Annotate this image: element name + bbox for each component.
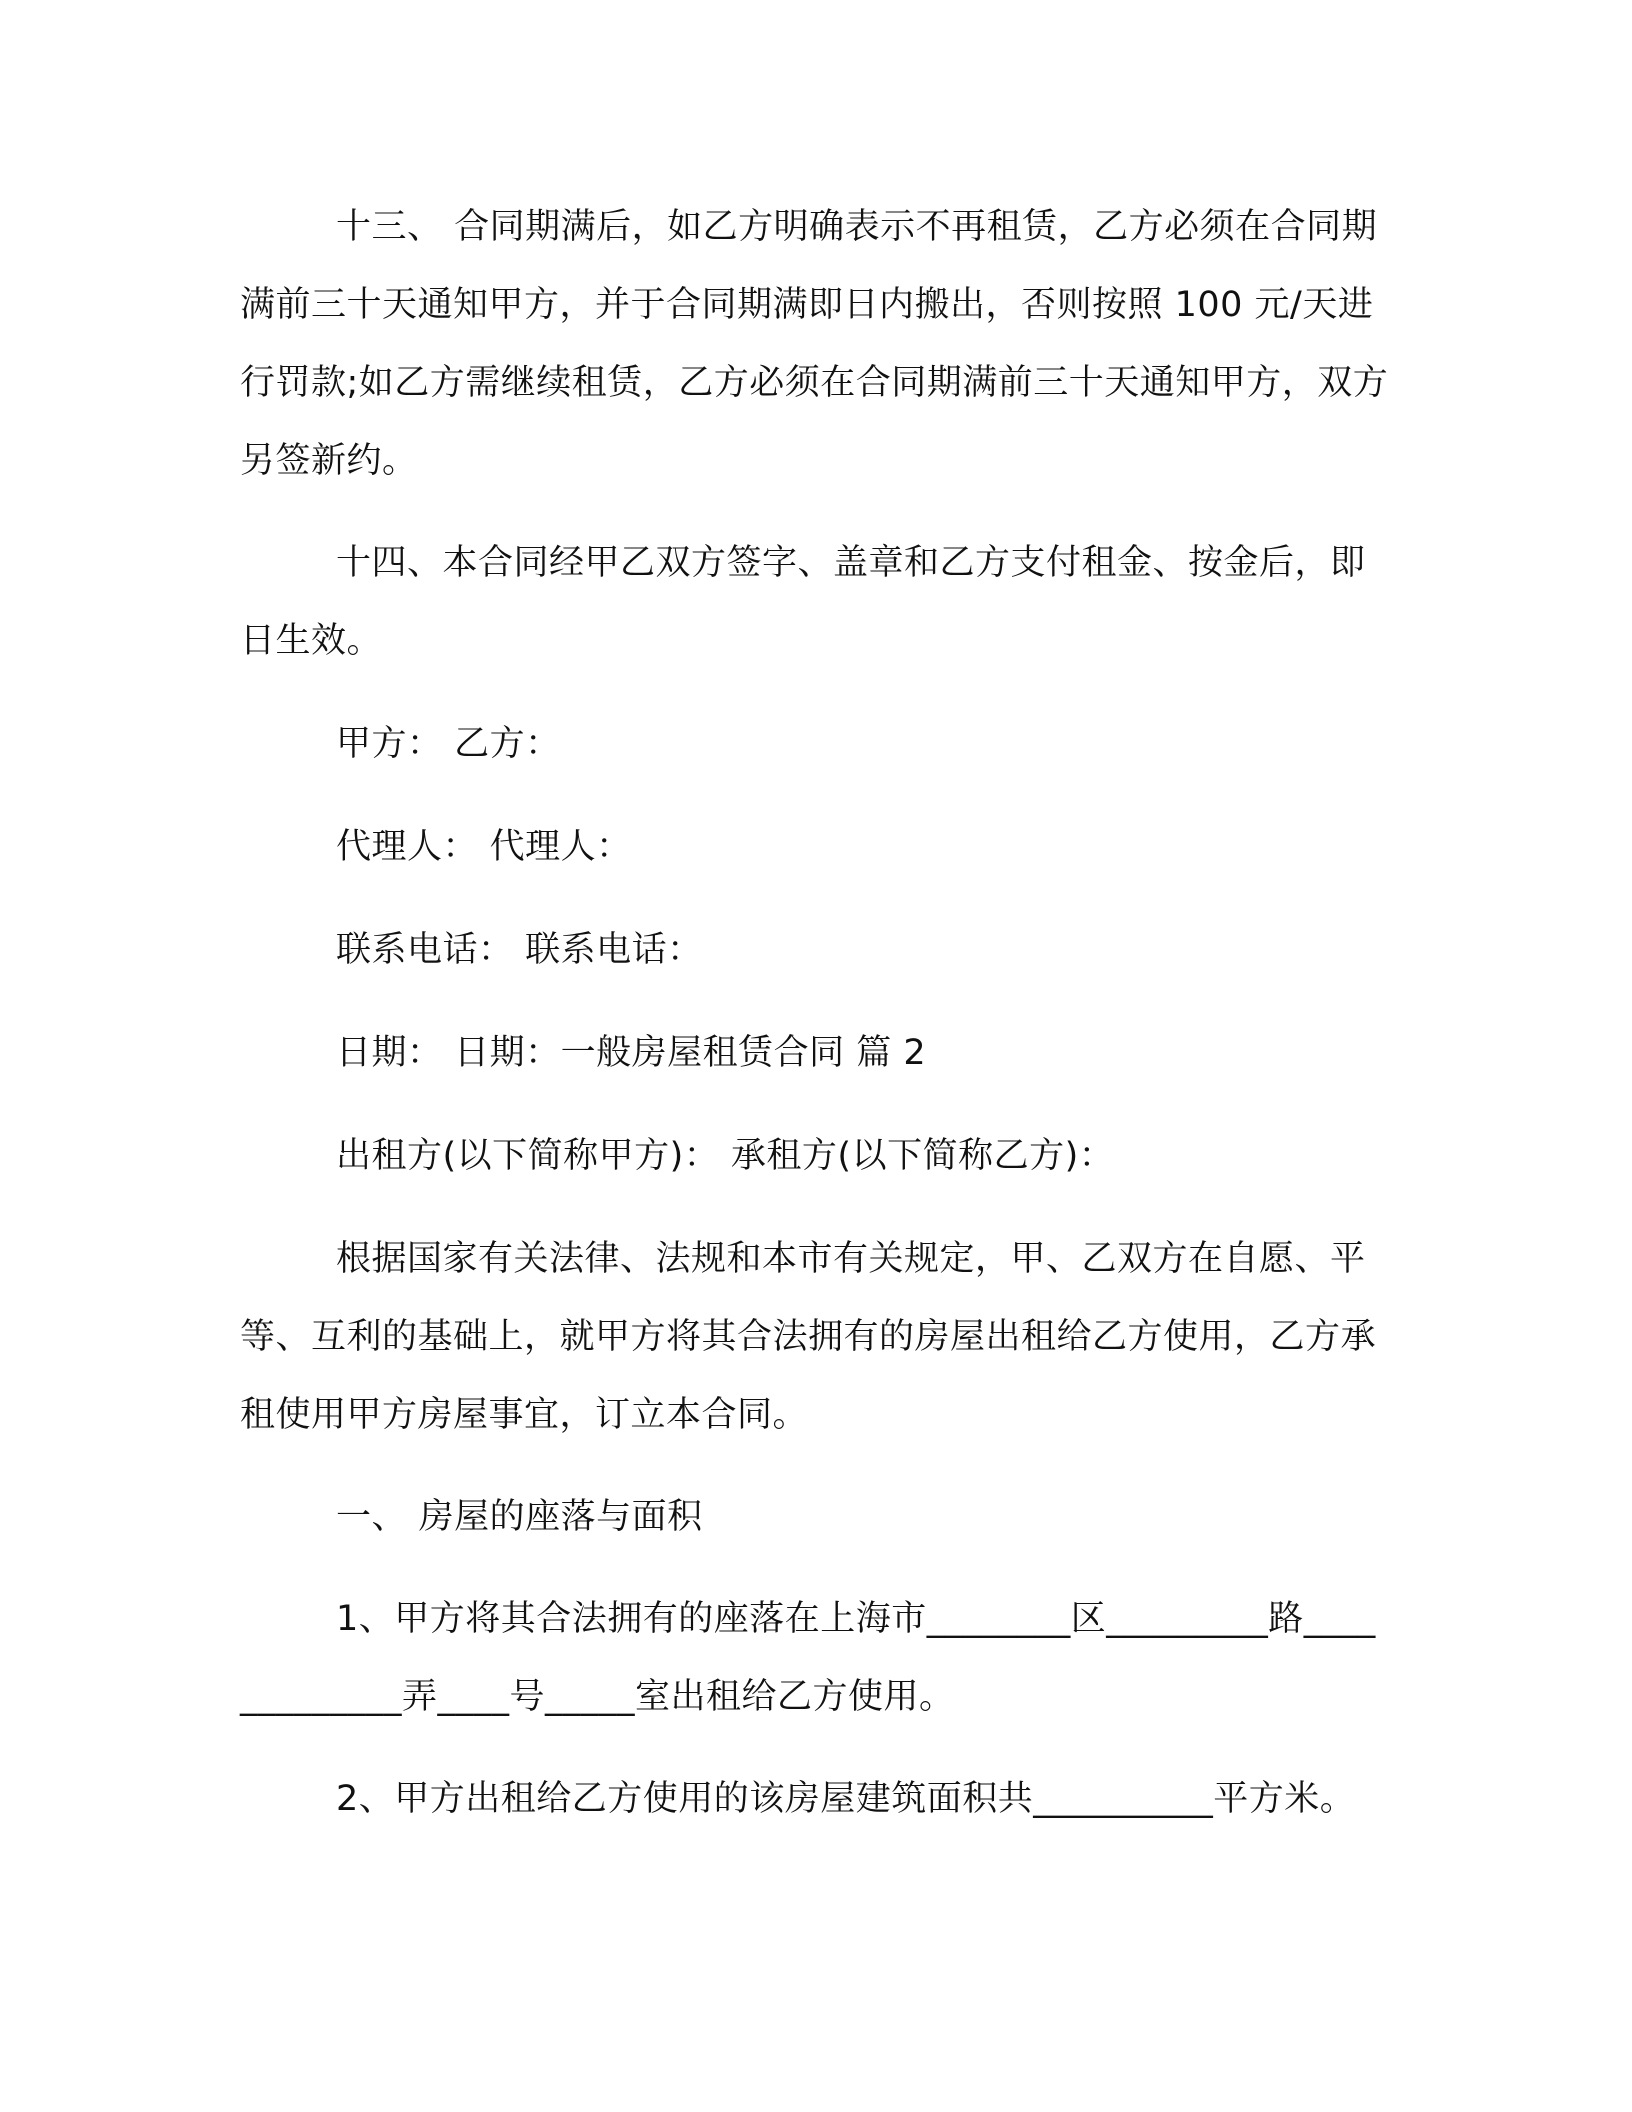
date-and-contract-title-line: 日期： 日期：一般房屋租赁合同 篇 2 — [336, 1033, 927, 1073]
clause-14-paragraph: 十四、本合同经甲乙双方签字、盖章和乙方支付租金、按金后，即日生效。 — [240, 543, 1366, 661]
agent-signature-line: 代理人： 代理人： — [336, 827, 632, 867]
phone-line: 联系电话： 联系电话： — [336, 930, 703, 970]
clause-13-paragraph: 十三、 合同期满后，如乙方明确表示不再租赁，乙方必须在合同期满前三十天通知甲方，并于合同期满即日内搬出，否则按照 100 元/天进行罚款;如乙方需继续租赁，乙方必须在合同期满前三十天通知甲方，双方另签新约。 — [240, 207, 1389, 481]
party-signature-line: 甲方： 乙方： — [336, 724, 561, 764]
section-1-item-1: 1、甲方将其合法拥有的座落在上海市________区_________路_____________弄____号_____室出租给乙方使用。 — [240, 1599, 1376, 1717]
document-body — [240, 188, 1392, 1838]
preamble-paragraph: 根据国家有关法律、法规和本市有关规定，甲、乙双方在自愿、平等、互利的基础上，就甲方将其合法拥有的房屋出租给乙方使用，乙方承租使用甲方房屋事宜，订立本合同。 — [240, 1239, 1377, 1435]
section-1-item-2: 2、甲方出租给乙方使用的该房屋建筑面积共__________平方米。 — [336, 1779, 1356, 1819]
section-1-heading: 一、 房屋的座落与面积 — [336, 1497, 703, 1537]
parties-definition-line: 出租方(以下简称甲方)： 承租方(以下简称乙方)： — [336, 1136, 1115, 1176]
